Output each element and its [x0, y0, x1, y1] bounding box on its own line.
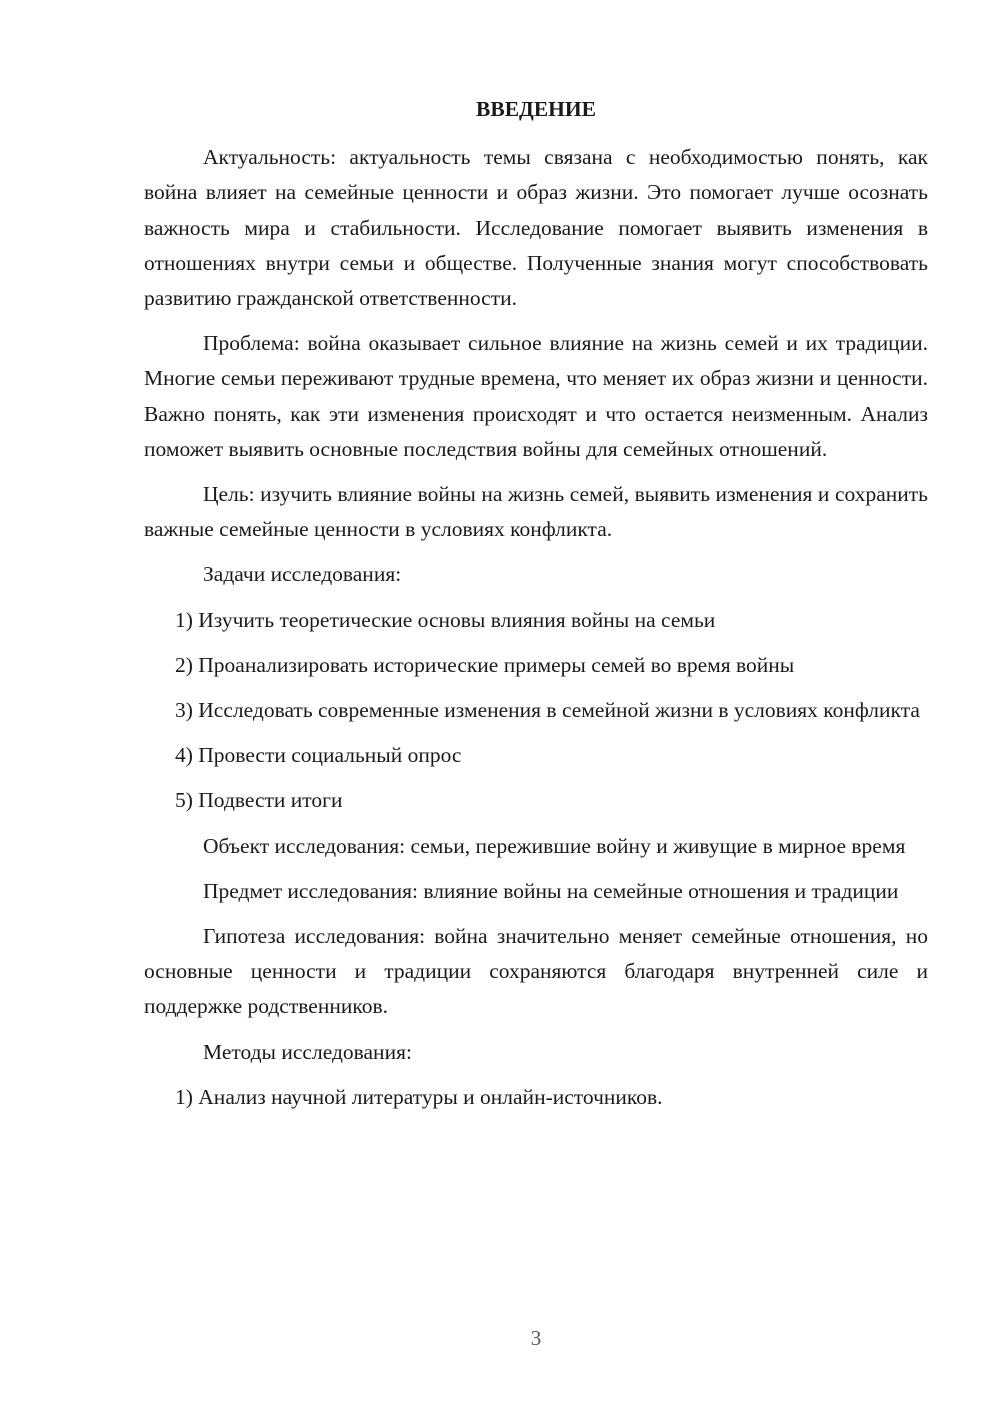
task-item: 3) Исследовать современные изменения в семейной жизни в условиях конфликта — [175, 698, 920, 723]
tasks-heading: Задачи исследования: — [203, 562, 402, 587]
object-paragraph: Объект исследования: семьи, пережившие войну и живущие в мирное время — [203, 833, 906, 858]
task-item: 2) Проанализировать исторические примеры семей во время войны — [175, 652, 795, 677]
page-number: 3 — [530, 1326, 542, 1350]
section-title: ВВЕДЕНИЕ — [476, 97, 596, 121]
hypothesis-paragraph: Гипотеза исследования: война значительно меняет семейные отношения, но основные ценности и традиции сохраняются благодаря внутренней силе и поддержке родственников. — [144, 924, 928, 1019]
relevance-paragraph: Актуальность: актуальность темы связана с необходимостью понять, как война влияет на семейные ценности и образ жизни. Это помогает лучше осознать важность мира и стабильности. Исследование помогает выявить изменения в отношениях внутри семьи и обществе. Полученные знания могут способствовать развитию гражданской ответственности. — [144, 145, 928, 311]
problem-paragraph: Проблема: война оказывает сильное влияние на жизнь семей и их традиции. Многие семьи переживают трудные времена, что меняет их образ жизни и ценности. Важно понять, как эти изменения происходят и что остается неизменным. Анализ поможет выявить основные последствия войны для семейных отношений. — [144, 331, 928, 461]
subject-paragraph: Предмет исследования: влияние войны на семейные отношения и традиции — [203, 878, 899, 903]
goal-paragraph: Цель: изучить влияние войны на жизнь семей, выявить изменения и сохранить важные семейные ценности в условиях конфликта. — [144, 482, 928, 542]
task-item: 1) Изучить теоретические основы влияния войны на семьи — [175, 607, 716, 632]
document-page — [144, 92, 928, 1125]
methods-heading: Методы исследования: — [203, 1039, 412, 1064]
task-item: 5) Подвести итоги — [175, 788, 343, 813]
task-item: 4) Провести социальный опрос — [175, 743, 462, 768]
method-item: 1) Анализ научной литературы и онлайн-источников. — [175, 1084, 663, 1109]
